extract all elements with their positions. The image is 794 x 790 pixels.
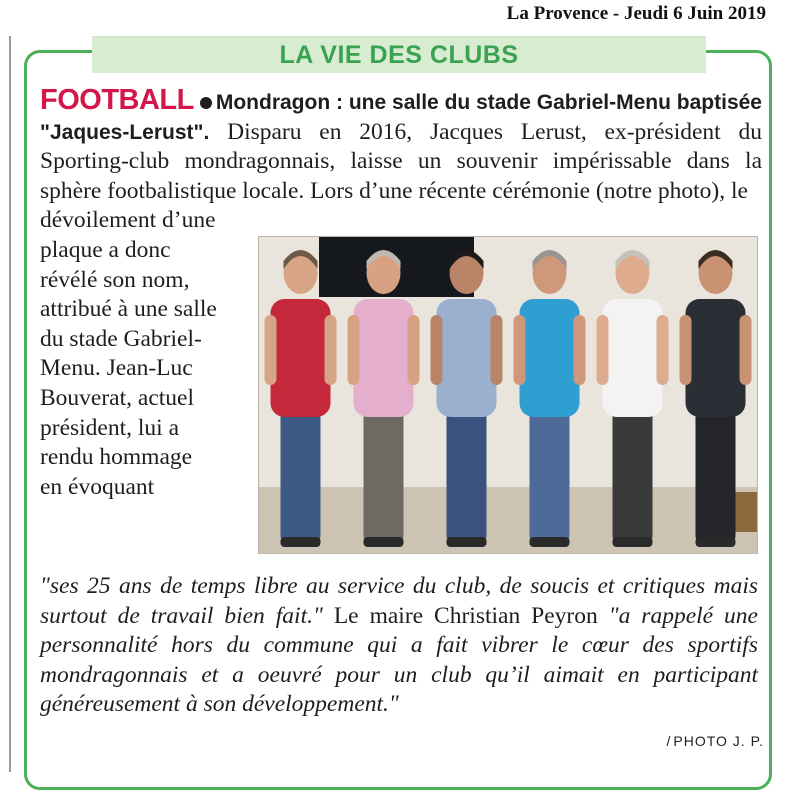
article-text-1-narrow: dévoilement d’une plaque a donc révélé son nom, attribué à une salle du stade Gabriel-Menu. Jean-Luc Bouverat, actuel président, lui a rendu hommage en évoquant <box>40 207 217 500</box>
article-text-2: Le maire Christian Peyron <box>322 602 609 629</box>
article-headline: Mondragon : une salle du stade Gabriel-Menu baptisée "Jaques-Lerust". <box>40 91 762 144</box>
article-text-1: Disparu en 2016, Jacques Lerust, ex-président du Sporting-club mondragonnais, laisse un souvenir impérissable dans la sphère footbalistique locale. Lors d’une récente cérémonie (notre photo), le <box>40 118 762 204</box>
article-body-continued <box>40 572 758 720</box>
page-left-rule <box>9 36 11 772</box>
photo-credit-text: PHOTO J. P. <box>673 733 764 749</box>
photo-credit <box>666 733 764 749</box>
photo-floor <box>259 487 757 553</box>
section-title: LA VIE DES CLUBS <box>92 36 706 73</box>
article-kicker: FOOTBALL <box>40 84 194 116</box>
newspaper-source: La Provence - Jeudi 6 Juin 2019 <box>506 3 766 24</box>
quote-mayor: "a rappelé une personnalité hors du commune qui a fait vibrer le cœur des sportifs mondragonnais et a oeuvré pour un club qu’il aimait en participant généreusement à son développement." <box>40 602 758 718</box>
article-photo <box>258 236 758 554</box>
bullet-icon <box>200 97 212 109</box>
quote-president: "ses 25 ans de temps libre au service du club, de soucis et critiques mais surtout de travail bien fait." <box>40 573 758 629</box>
credit-slash-icon: / <box>666 733 672 749</box>
